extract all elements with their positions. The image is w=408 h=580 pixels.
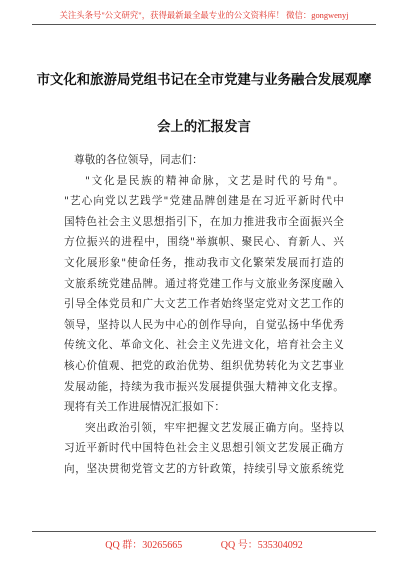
body-line: 领导，坚持以人民为中心的创作导向，自觉弘扬中华优秀 xyxy=(64,318,344,331)
qq-account-number: QQ 号：535304092 xyxy=(220,540,303,551)
body-line: 引导全体党员和广大文艺工作者始终坚定党对文艺工作的 xyxy=(64,298,344,311)
body-line: 文旅系统党建品牌。通过将党建工作与文旅业务深度融入 xyxy=(64,277,344,290)
body-line: 方位振兴的进程中，围绕"举旗帜、聚民心、育新人、兴 xyxy=(64,236,344,249)
qq-group-number: QQ 群：30265665 xyxy=(105,540,183,551)
header-divider xyxy=(32,24,376,25)
body-line: 向，坚决贯彻党管文艺的方针政策，持续引导文旅系统党 xyxy=(64,462,344,475)
document-body xyxy=(64,150,344,480)
body-line: 核心价值观、把党的政治优势、组织优势转化为文艺事业 xyxy=(64,359,344,372)
document-title-line-2: 会上的汇报发言 xyxy=(157,119,251,135)
body-line: 习近平新时代中国特色社会主义思想引领文艺发展正确方 xyxy=(64,442,344,455)
body-line: "艺心向党以艺践学"党建品牌创建是在习近平新时代中 xyxy=(64,195,344,208)
body-line: 现将有关工作进展情况汇报如下： xyxy=(64,401,226,414)
document-title-line-1: 市文化和旅游局党组书记在全市党建与业务融合发展观摩 xyxy=(36,72,372,88)
promo-banner: 关注头条号"公文研究"，获得最新最全最专业的公文资料库！ 微信：gongwenyj xyxy=(59,11,349,20)
body-line: "文化是民族的精神命脉，文艺是时代的号角"。 xyxy=(85,174,344,187)
body-line: 发展动能，持续为我市振兴发展提供强大精神文化支撑。 xyxy=(64,380,344,393)
body-line: 传统文化、革命文化、社会主义先进文化，培育社会主义 xyxy=(64,339,344,352)
body-line: 国特色社会主义思想指引下，在加力推进我市全面振兴全 xyxy=(64,215,344,228)
salutation: 尊敬的各位领导，同志们： xyxy=(74,154,203,166)
body-line: 文化展形象"使命任务，推动我市文化繁荣发展而打造的 xyxy=(64,256,344,269)
page-footer xyxy=(0,536,408,551)
footer-divider xyxy=(32,531,376,532)
body-line: 突出政治引领，牢牢把握文艺发展正确方向。坚持以 xyxy=(85,421,344,434)
